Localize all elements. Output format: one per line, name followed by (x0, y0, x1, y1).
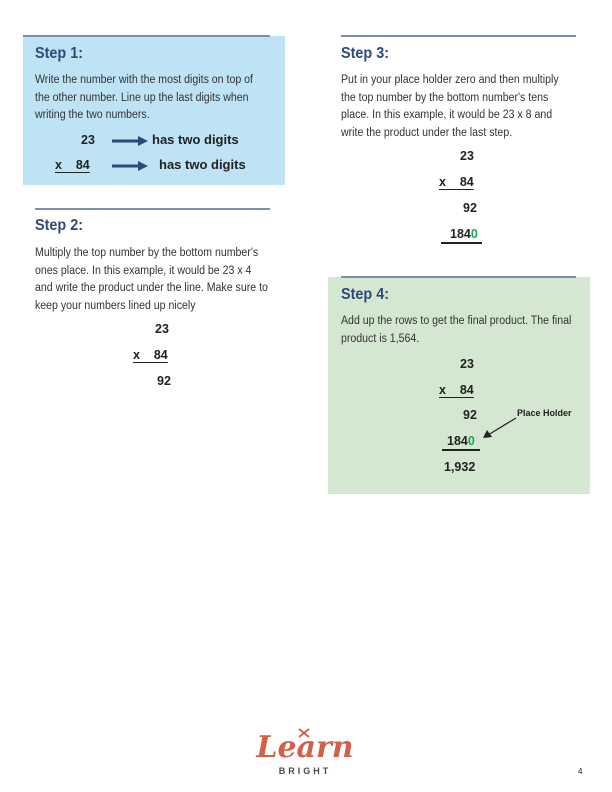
step2-text: Multiply the top number by the bottom number's ones place. In this example, it would be 23 x 4 and write the product under the line. Make sure to keep your numbers lined up nicely (35, 247, 268, 312)
step1-rule (23, 35, 270, 37)
step4-line4-main: 184 (447, 434, 468, 448)
step4-line1: 23 (460, 357, 474, 371)
step4-line2 (439, 383, 474, 397)
step4-line3: 92 (463, 408, 477, 422)
step3-line4 (450, 227, 478, 241)
step3-line2 (439, 175, 474, 189)
step1-top-number: 23 (81, 133, 95, 147)
learn-bright-logo (255, 728, 355, 780)
step3-placeholder-zero: 0 (470, 227, 478, 241)
step2-line2 (133, 348, 168, 362)
step3-line4-underline (441, 242, 482, 244)
page-number: 4 (578, 767, 583, 776)
step4-placeholder-zero: 0 (467, 434, 475, 448)
step3-line3: 92 (463, 201, 477, 215)
step1-bottom-label: x 84 (55, 158, 90, 172)
step4-line4 (447, 434, 475, 448)
right-arrow-icon (112, 160, 148, 172)
step1-title: Step 1: (35, 45, 84, 62)
step4-title: Step 4: (341, 286, 390, 303)
right-arrow-icon (112, 135, 148, 147)
step4-line2-text: x 84 (439, 383, 474, 397)
step2-line1: 23 (155, 322, 169, 336)
step2-title: Step 2: (35, 217, 84, 234)
step2-rule (35, 208, 270, 210)
step3-title: Step 3: (341, 45, 390, 62)
step4-rule (341, 276, 576, 278)
step4-line4-underline (442, 449, 480, 451)
step3-line4-main: 184 (450, 227, 471, 241)
step2-line2-text: x 84 (133, 348, 168, 362)
step1-bottom-note: has two digits (159, 157, 246, 172)
step1-bottom-number (55, 158, 90, 172)
logo-word: Learn (256, 730, 354, 765)
step3-line2-text: x 84 (439, 175, 474, 189)
step4-total: 1,932 (444, 460, 476, 474)
pointer-arrow-icon (482, 416, 518, 440)
step1-top-note: has two digits (152, 132, 239, 147)
step2-line3: 92 (157, 374, 171, 388)
step4-text: Add up the rows to get the final product. The final product is 1,564. (341, 315, 572, 345)
step1-text: Write the number with the most digits on top of the other number. Line up the last digits when writing the two numbers. (35, 74, 253, 121)
step3-rule (341, 35, 576, 37)
logo-sub: BRIGHT (278, 766, 332, 776)
step3-text: Put in your place holder zero and then multiply the top number by the bottom number's tens place. In this example, it would be 23 x 8 and write the product under the last step. (341, 74, 559, 139)
step3-line1: 23 (460, 149, 474, 163)
place-holder-label: Place Holder (517, 408, 572, 418)
